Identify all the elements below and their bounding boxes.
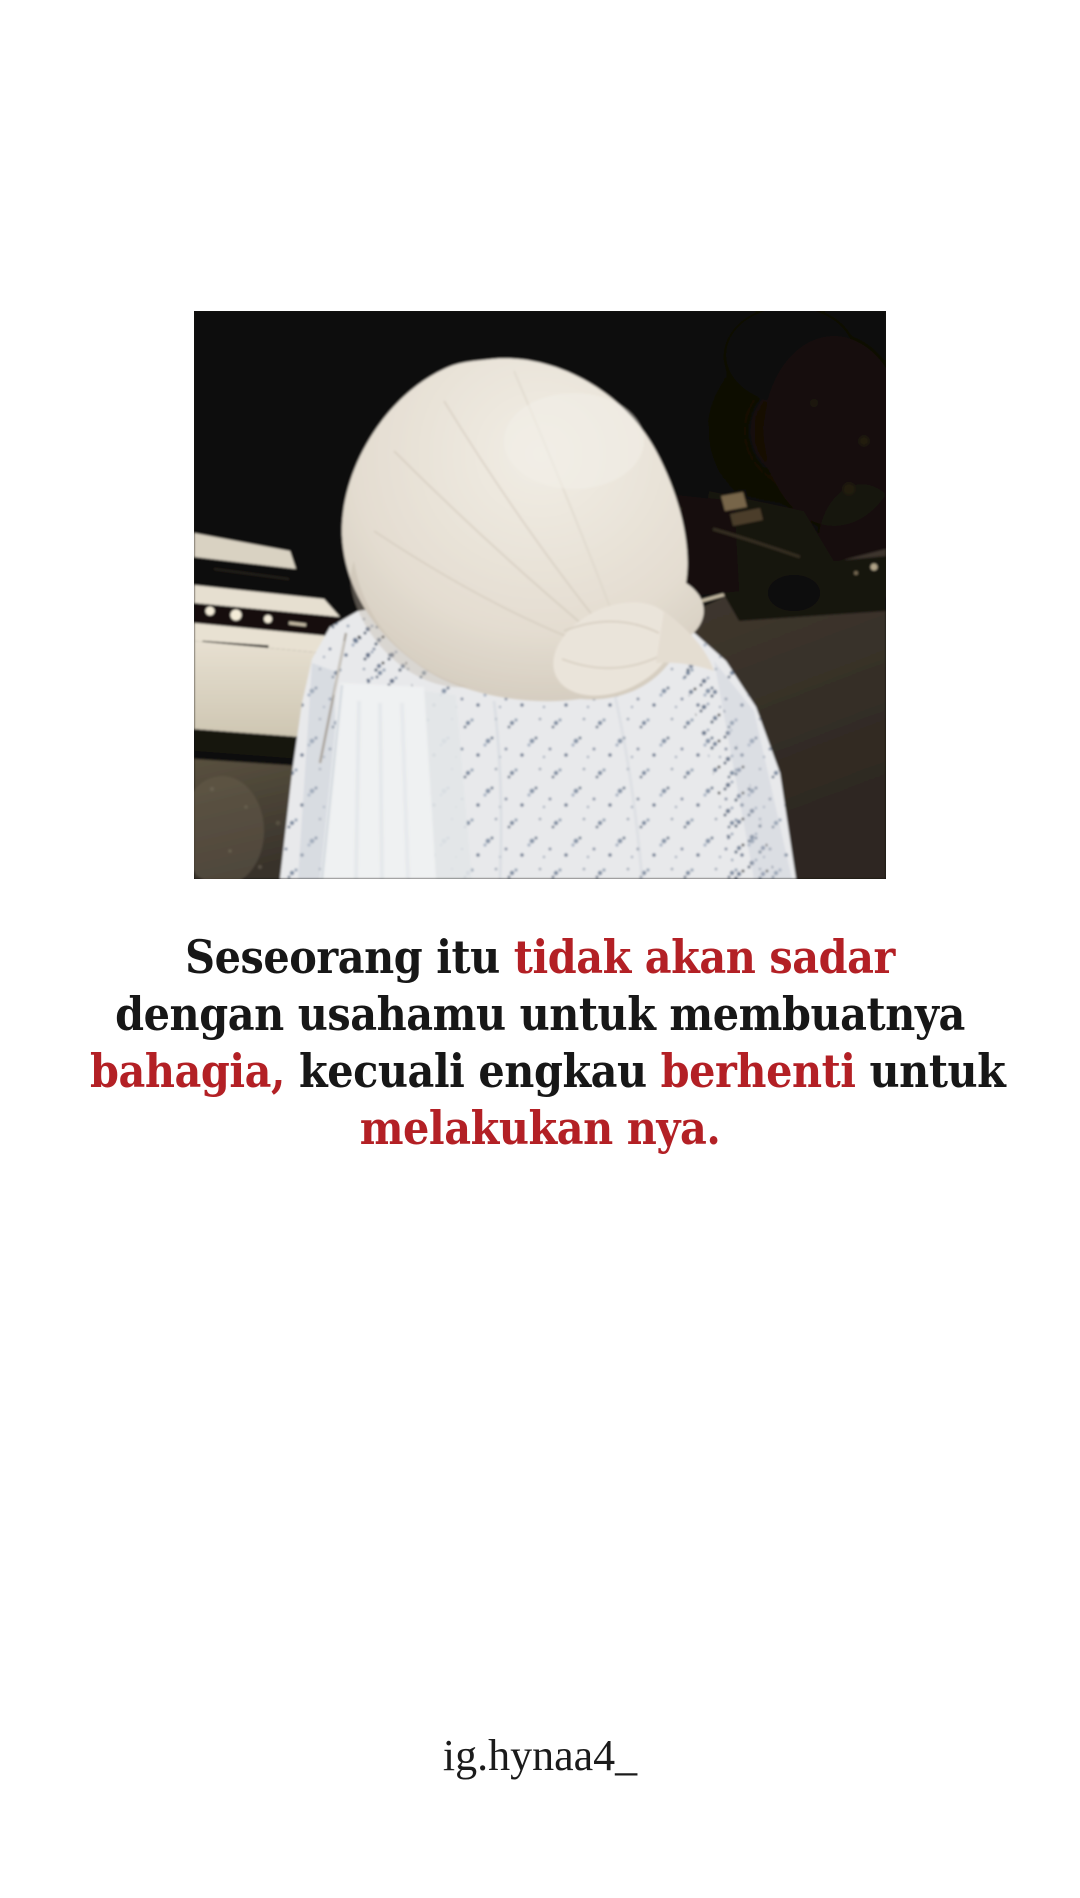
quote-segment: kecuali engkau [285, 1044, 661, 1098]
quote-line [90, 1100, 990, 1157]
quote-segment: bahagia, [90, 1044, 286, 1098]
quote-segment: berhenti [660, 1044, 856, 1098]
quote-text [90, 929, 1006, 1157]
quote-segment: dengan usahamu untuk membuatnya [115, 987, 965, 1041]
quote-segment: tidak akan sadar [513, 930, 895, 984]
quote-line [90, 1043, 1006, 1100]
instagram-handle: ig.hynaa4_ [442, 1731, 638, 1780]
scarf-tail [320, 683, 472, 879]
quote-photo [194, 311, 886, 879]
night-parking-scene [194, 311, 886, 879]
quote-line [90, 986, 990, 1043]
quote-segment: Seseorang itu [185, 930, 514, 984]
quote-segment: untuk [855, 1044, 1006, 1098]
quote-segment: melakukan nya. [359, 1101, 721, 1155]
quote-line [90, 929, 990, 986]
